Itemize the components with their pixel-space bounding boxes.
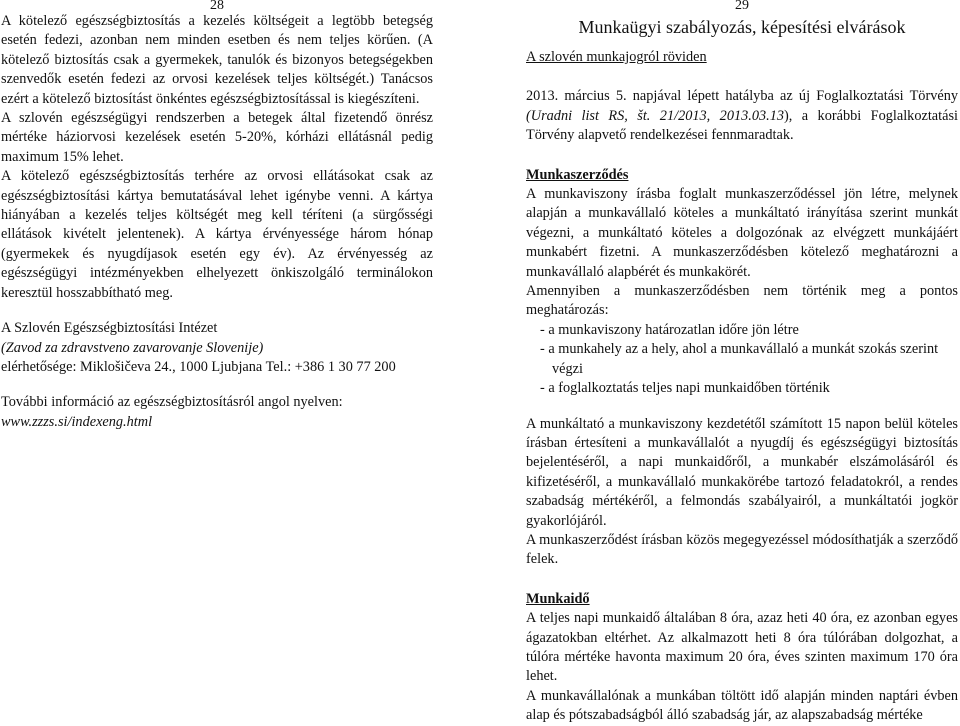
insurance-paragraph-1: A kötelező egészségbiztosítás a kezelés költségeit a legtöbb betegség esetén fedezi, azonban nem minden esetben és nem teljes körűen. (A kötelező biztosítás csak a gyermekek, tanulók és bizonyos betegségekben szenvedők esetén fedezi az orvosi kezelések teljes költségét.) Tanácsos ezért a kötelező biztosítást önkéntes egészségbiztosítással is kiegészíteni. bbox=[1, 13, 433, 107]
contract-paragraph-2: Amennyiben a munkaszerződésben nem történik meg a pontos meghatározás: bbox=[526, 283, 958, 319]
contract-paragraph-4: A munkaszerződést írásban közös megegyezéssel módosíthatják a szerződő felek. bbox=[526, 531, 958, 568]
more-info-url[interactable]: www.zzzs.si/indexeng.html bbox=[1, 413, 153, 430]
institute-name: A Szlovén Egészségbiztosítási Intézet bbox=[1, 320, 218, 337]
worktime-paragraph-2: A munkavállalónak a munkában töltött idő alapján minden naptári évben alap és pótszabadságból álló szabadság jár, az alapszabadság mértéke bbox=[526, 687, 958, 724]
list-item: - a foglalkoztatás teljes napi munkaidőben történik bbox=[540, 380, 830, 397]
contract-paragraph-1: A munkaviszony írásba foglalt munkaszerződéssel jön létre, melynek alapján a munkavállaló köteles a munkáltató irányítása szerint munkát végezni, a munkáltató köteles a dolgozónak az elvégzett munkájáért munkabért fizetni. A munkaszerződésben kötelező meghatározni a munkavállaló alapbérét és munkakörét. bbox=[526, 186, 958, 280]
institute-native-name: (Zavod za zdravstveno zavarovanje Slovenije) bbox=[1, 339, 264, 356]
contract-defaults-list bbox=[526, 321, 958, 399]
insurance-paragraph-2: A szlovén egészségügyi rendszerben a betegek által fizetendő önrész mértéke háziorvosi kezelések esetén 5-20%, kórházi ellátásnál pedig maximum 15% lehet. bbox=[1, 110, 433, 165]
intro-paragraph: 2013. március 5. napjával lépett hatályba az új Foglalkoztatási Törvény (Uradni list RS, št. 21/2013, 2013.03.13), a korábbi Foglalkoztatási Törvény alapvető rendelkezései fennmaradtak. bbox=[526, 88, 958, 144]
chapter-title: Munkaügyi szabályozás, képesítési elvárások bbox=[578, 17, 906, 37]
worktime-heading: Munkaidő bbox=[526, 590, 590, 607]
section-heading: A szlovén munkajogról röviden bbox=[526, 49, 707, 65]
list-item: - a munkaviszony határozatlan időre jön létre bbox=[540, 321, 799, 338]
contract-heading: Munkaszerződés bbox=[526, 166, 629, 183]
left-page bbox=[1, 0, 433, 695]
worktime-paragraph-1: A teljes napi munkaidő általában 8 óra, azaz heti 40 óra, ez azonban egyes ágazatokban eltérhet. Az alkalmazott heti 8 óra túlórában dolgozhat, a túlóra mértéke havonta maximum 20 óra, éves szinten maximum 170 óra lehet. bbox=[526, 610, 958, 685]
insurance-paragraph-3: A kötelező egészségbiztosítás terhére az orvosi ellátásokat csak az egészségbiztosítási kártya bemutatásával lehet igénybe venni. A kártya hiányában a kezelés teljes költségét meg kell téríteni (a sürgősségi ellátások kivételt jelentenek). A kártya érvényessége három hónap (gyermekek és nyugdíjasok esetén egy év). Az érvényesség az egészségügyi intézményekben elhelyezett önkiszolgáló terminálokon keresztül hosszabbítható meg. bbox=[1, 168, 433, 301]
contract-paragraph-3: A munkáltató a munkaviszony kezdetétől számított 15 napon belül köteles írásban értesíteni a munkavállalót a nyugdíj és egészségügyi biztosítás bejelentéséről, a napi munkaidőről, a munkabér elszámolásáról és kifizetéséről, a munkavállaló munkakörébe tartozó feladatokról, a rendes szabadság mértékéről, a felmondás szabályairól, a munkáltatói jogkör gyakorlójáról. bbox=[526, 415, 958, 529]
institute-contact: elérhetősége: Miklošičeva 24., 1000 Ljubjana Tel.: +386 1 30 77 200 bbox=[1, 358, 396, 375]
right-page bbox=[526, 0, 958, 724]
more-info-text: További információ az egészségbiztosításról angol nyelven: bbox=[1, 394, 343, 411]
page-number-left: 28 bbox=[210, 0, 224, 13]
page-number-right: 29 bbox=[735, 0, 749, 13]
list-item: - a munkahely az a hely, ahol a munkavállaló a munkát szokás szerint végzi bbox=[540, 341, 939, 377]
